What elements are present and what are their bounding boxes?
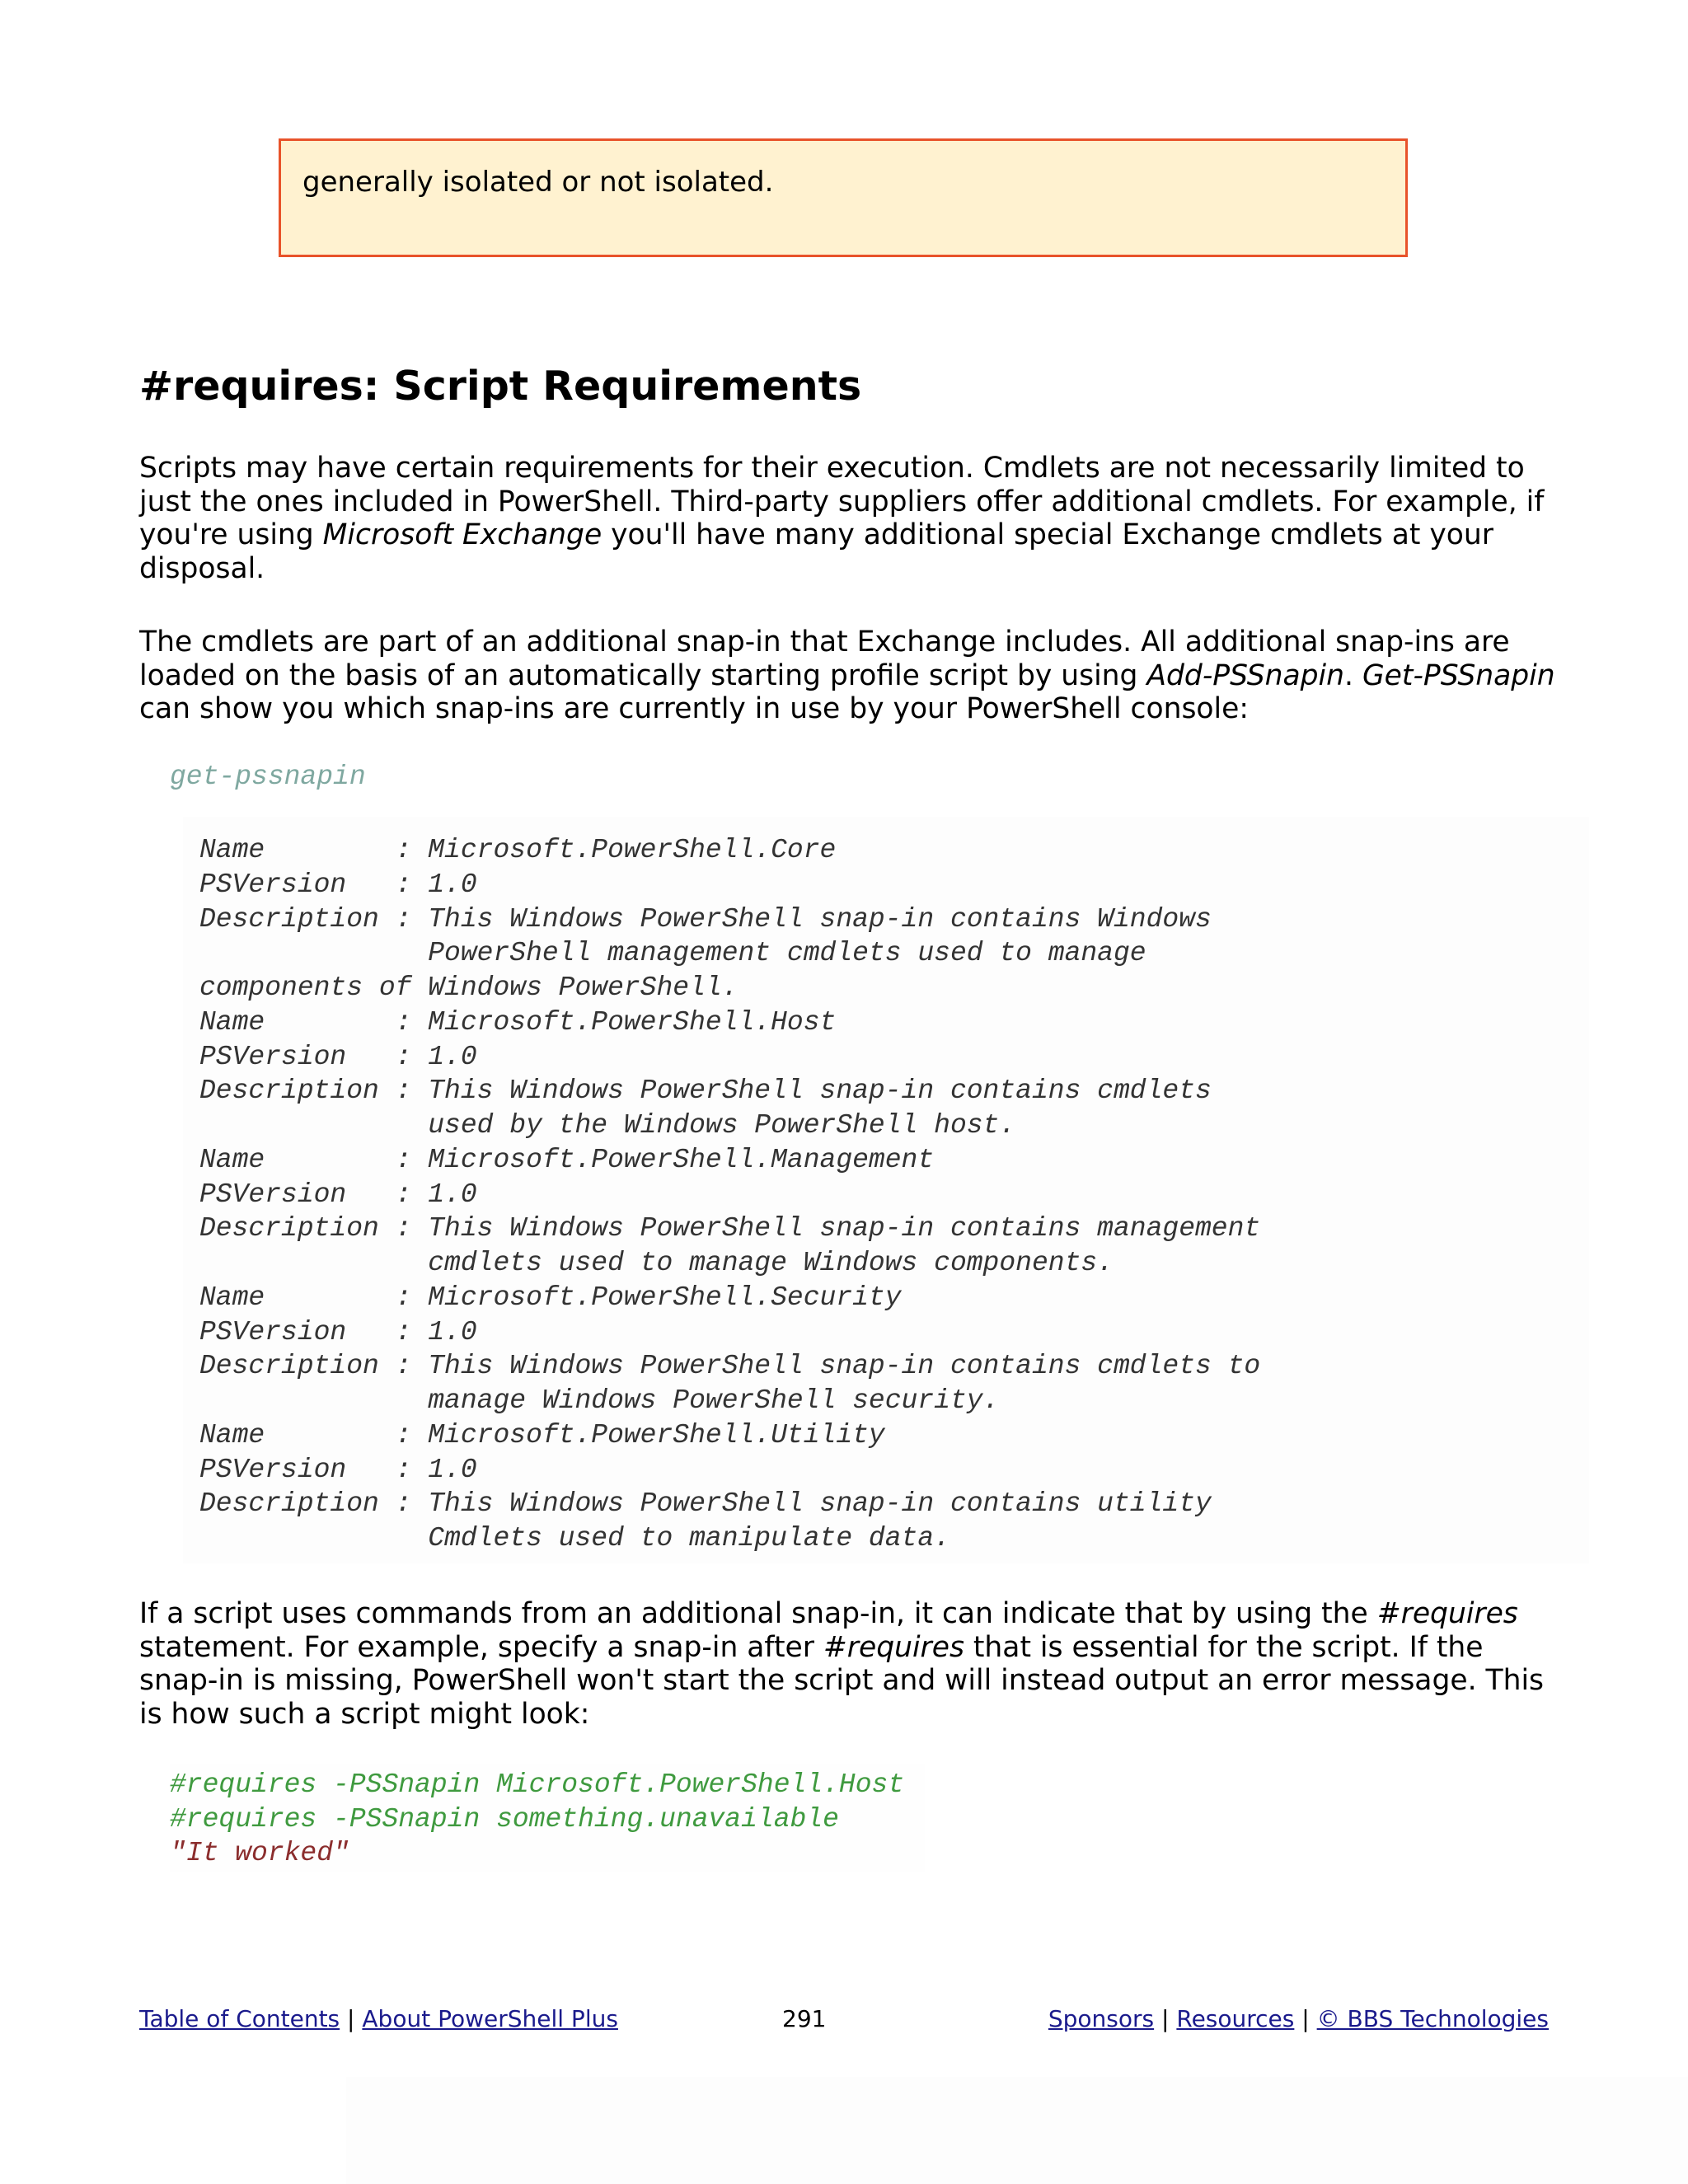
sponsors-link[interactable]: Sponsors bbox=[1048, 2005, 1155, 2032]
intro-paragraph: Scripts may have certain requirements for their execution. Cmdlets are not necessarily limited to just the ones included in PowerShell. Third-party suppliers offer additional cmdlets. For example, if you're using Microsoft Exchange you'll have many additional special Exchange cmdlets at your disposal. bbox=[139, 452, 1545, 585]
about-powershell-plus-link[interactable]: About PowerShell Plus bbox=[362, 2005, 618, 2032]
page-footer bbox=[139, 2003, 1549, 2039]
script-line-2: #requires -PSSnapin something.unavailable bbox=[170, 1803, 839, 1835]
footer-right-links bbox=[1048, 2003, 1549, 2036]
emphasis-get-pssnapin: Get-PSSnapin bbox=[1362, 658, 1555, 692]
script-line-1: #requires -PSSnapin Microsoft.PowerShell.Host bbox=[170, 1769, 905, 1800]
page-background-shade bbox=[346, 2077, 1688, 2184]
resources-link[interactable]: Resources bbox=[1176, 2005, 1295, 2032]
table-of-contents-link[interactable]: Table of Contents bbox=[139, 2005, 340, 2032]
console-output: Name : Microsoft.PowerShell.Core PSVersion : 1.0 Description : This Windows PowerShell snap-in contains Windows PowerShell management cmdlets used to manage components of Windows PowerShell. Name : Microsoft.PowerShell.Host PSVersion : 1.0 Description : This Windows PowerShell snap-in contains cmdlets used by the Windows PowerShell host. Name : Microsoft.PowerShell.Management PSVersion : 1.0 Description : This Windows PowerShell snap-in contains management cmdlets used to manage Windows components. Name : Microsoft.PowerShell.Security PSVersion : 1.0 Description : This Windows PowerShell snap-in contains cmdlets to manage Windows PowerShell security. Name : Microsoft.PowerShell.Utility PSVersion : 1.0 Description : This Windows PowerShell snap-in contains utility Cmdlets used to manipulate data. bbox=[199, 835, 1261, 1554]
note-text: generally isolated or not isolated. bbox=[302, 166, 774, 199]
emphasis-requires-1: #requires bbox=[1376, 1597, 1518, 1630]
emphasis-add-pssnapin: Add-PSSnapin bbox=[1146, 658, 1345, 692]
footer-separator: | bbox=[347, 2005, 355, 2032]
emphasis-requires-2: #requires bbox=[823, 1630, 964, 1664]
section-heading: #requires: Script Requirements bbox=[139, 363, 862, 410]
requires-paragraph: If a script uses commands from an additional snap-in, it can indicate that by using the #requires statement. For example, specify a snap-in after #requires that is essential for the script. If the snap-in is missing, PowerShell won't start the script and will instead output an error message. This is how such a script might look: bbox=[139, 1597, 1545, 1731]
bbs-technologies-link[interactable]: © BBS Technologies bbox=[1316, 2005, 1549, 2032]
footer-separator: | bbox=[1161, 2005, 1170, 2032]
script-line-3: "It worked" bbox=[170, 1838, 349, 1869]
footer-separator: | bbox=[1301, 2005, 1310, 2032]
page-number: 291 bbox=[782, 2005, 827, 2032]
script-code bbox=[170, 1768, 904, 1871]
emphasis-microsoft-exchange: Microsoft Exchange bbox=[322, 518, 603, 552]
footer-left-links bbox=[139, 2003, 618, 2036]
snapin-paragraph: The cmdlets are part of an additional snap-in that Exchange includes. All additional snap-ins are loaded on the basis of an automatically starting profile script by using Add-PSSnapin. Get-PSSnapin can show you which snap-ins are currently in use by your PowerShell console: bbox=[139, 626, 1555, 726]
note-box bbox=[279, 138, 1408, 257]
command-get-pssnapin: get-pssnapin bbox=[170, 762, 366, 792]
